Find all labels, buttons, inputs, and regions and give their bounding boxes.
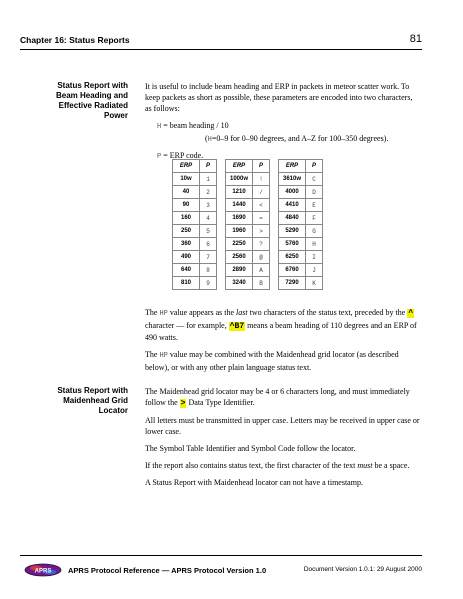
erp-code: 2 xyxy=(200,186,217,199)
table-row xyxy=(279,212,323,225)
text-run: The xyxy=(145,308,160,317)
footer-version: Document Version 1.0.1: 29 August 2000 xyxy=(303,566,422,573)
erp-code: > xyxy=(253,225,270,238)
table-row xyxy=(226,212,270,225)
erp-value: 10w xyxy=(173,173,200,186)
section1-continued xyxy=(145,307,421,379)
h-range-text: =0–9 for 0–90 degrees, and A–Z for 100–350 degrees). xyxy=(211,134,389,143)
erp-value: 1690 xyxy=(226,212,253,225)
erp-code: 9 xyxy=(200,277,217,290)
logo-text: APRS xyxy=(34,568,52,575)
erp-table-3 xyxy=(278,159,323,290)
intro-paragraph: It is useful to include beam heading and ERP in packets in meteor scatter work. To keep packets as short as possible, these parameters are encoded into two characters, as follows: xyxy=(145,82,413,113)
section1-body xyxy=(145,81,421,163)
erp-code: = xyxy=(253,212,270,225)
p-header: P xyxy=(200,160,217,173)
p-header: P xyxy=(306,160,323,173)
text-run: two characters of the status text, preceded by the xyxy=(247,308,408,317)
erp-value: 1000w xyxy=(226,173,253,186)
table-row xyxy=(173,173,217,186)
erp-code: 1 xyxy=(200,173,217,186)
hp-code: HP xyxy=(159,310,168,318)
section2-body xyxy=(145,386,421,494)
section-heading-line: Status Report with xyxy=(57,386,128,395)
erp-code: D xyxy=(306,186,323,199)
erp-value: 7290 xyxy=(279,277,306,290)
text-run: be a space. xyxy=(372,461,410,470)
erp-value: 1210 xyxy=(226,186,253,199)
erp-code: 4 xyxy=(200,212,217,225)
table-row xyxy=(173,238,217,251)
erp-code: C xyxy=(306,173,323,186)
section-heading-line: Status Report with xyxy=(57,81,128,90)
erp-value: 640 xyxy=(173,264,200,277)
table-row xyxy=(226,186,270,199)
erp-value: 6760 xyxy=(279,264,306,277)
footer-rule xyxy=(20,555,422,556)
locator-paragraph xyxy=(145,386,421,409)
erp-table-1 xyxy=(172,159,217,290)
table-row xyxy=(226,277,270,290)
erp-value: 90 xyxy=(173,199,200,212)
table-row xyxy=(173,277,217,290)
erp-value: 5290 xyxy=(279,225,306,238)
gt-highlight: > xyxy=(180,399,186,408)
p-header: P xyxy=(253,160,270,173)
erp-code: 6 xyxy=(200,238,217,251)
section-heading-line: Maidenhead Grid xyxy=(63,396,128,405)
erp-code: K xyxy=(306,277,323,290)
footer-title: APRS Protocol Reference — APRS Protocol Version 1.0 xyxy=(68,566,267,575)
h-definition xyxy=(157,120,421,133)
erp-value: 5760 xyxy=(279,238,306,251)
table-row xyxy=(279,277,323,290)
erp-header: ERP xyxy=(226,160,253,173)
erp-code: G xyxy=(306,225,323,238)
erp-code: E xyxy=(306,199,323,212)
erp-value: 360 xyxy=(173,238,200,251)
erp-value: 40 xyxy=(173,186,200,199)
erp-code: 3 xyxy=(200,199,217,212)
erp-code: 8 xyxy=(200,264,217,277)
erp-header: ERP xyxy=(173,160,200,173)
table-row xyxy=(279,199,323,212)
emphasis-must: must xyxy=(357,461,373,470)
erp-code: / xyxy=(253,186,270,199)
table-row xyxy=(279,264,323,277)
erp-value: 4410 xyxy=(279,199,306,212)
text-run: Data Type Identifier. xyxy=(186,398,255,407)
text-run: means a beam heading of 110 degrees and an ERP of 490 watts. xyxy=(145,321,417,342)
erp-header: ERP xyxy=(279,160,306,173)
section-heading-line: Power xyxy=(103,111,128,120)
h-range xyxy=(205,133,421,146)
table-row xyxy=(279,225,323,238)
erp-value: 1960 xyxy=(226,225,253,238)
section-heading-line: Locator xyxy=(98,406,128,415)
text-run: The Maidenhead grid locator may be 4 or 6 characters long, and must immediately follow the xyxy=(145,387,410,407)
timestamp-paragraph: A Status Report with Maidenhead locator can not have a timestamp. xyxy=(145,478,363,487)
erp-code: 7 xyxy=(200,251,217,264)
erp-code: ? xyxy=(253,238,270,251)
table-row xyxy=(173,212,217,225)
section-heading-beam-heading xyxy=(18,81,128,121)
text-run: The xyxy=(145,350,160,359)
aprs-logo-icon xyxy=(24,563,62,577)
hp-placement-paragraph xyxy=(145,307,421,343)
erp-value: 490 xyxy=(173,251,200,264)
table-row xyxy=(173,199,217,212)
table-row xyxy=(173,186,217,199)
erp-code: 5 xyxy=(200,225,217,238)
table-row xyxy=(279,251,323,264)
erp-value: 3240 xyxy=(226,277,253,290)
page-header xyxy=(20,35,422,49)
table-row xyxy=(226,173,270,186)
section-heading-line: Beam Heading and xyxy=(55,91,128,100)
h-def-text: = beam heading / 10 xyxy=(161,121,229,130)
erp-code: I xyxy=(306,251,323,264)
h-code: H xyxy=(157,123,162,131)
text-run: If the report also contains status text, the first character of the text xyxy=(145,461,358,470)
erp-value: 2250 xyxy=(226,238,253,251)
erp-value: 3610w xyxy=(279,173,306,186)
erp-value: 810 xyxy=(173,277,200,290)
table-row xyxy=(226,225,270,238)
space-paragraph xyxy=(145,460,421,471)
text-run: character — for example, xyxy=(145,321,229,330)
erp-value: 4840 xyxy=(279,212,306,225)
table-row xyxy=(279,173,323,186)
section-heading-line: Effective Radiated xyxy=(58,101,128,110)
p-code: P xyxy=(157,153,162,161)
erp-value: 4000 xyxy=(279,186,306,199)
table-row xyxy=(226,251,270,264)
chapter-title: Chapter 16: Status Reports xyxy=(20,35,130,45)
erp-value: 2560 xyxy=(226,251,253,264)
uppercase-paragraph: All letters must be transmitted in upper case. Letters may be received in upper case or lower case. xyxy=(145,416,420,436)
erp-code: B xyxy=(253,277,270,290)
table-row xyxy=(173,251,217,264)
erp-table-2 xyxy=(225,159,270,290)
table-row xyxy=(279,186,323,199)
erp-value: 6250 xyxy=(279,251,306,264)
text-run: value may be combined with the Maidenhead grid locator (as described below), or with any other plain language status text. xyxy=(145,350,399,372)
erp-code: J xyxy=(306,264,323,277)
emphasis-last: last xyxy=(236,308,248,317)
table-row xyxy=(279,238,323,251)
example-highlight: ^B7 xyxy=(229,322,245,331)
section-heading-maidenhead xyxy=(18,386,128,416)
erp-code: F xyxy=(306,212,323,225)
h-range-code: H xyxy=(207,136,212,144)
erp-value: 1440 xyxy=(226,199,253,212)
erp-code: H xyxy=(306,238,323,251)
table-row xyxy=(226,264,270,277)
text-run: value appears as the xyxy=(167,308,237,317)
erp-code: ! xyxy=(253,173,270,186)
hp-combine-paragraph xyxy=(145,349,421,373)
table-row xyxy=(173,225,217,238)
erp-value: 2890 xyxy=(226,264,253,277)
caret-highlight: ^ xyxy=(408,309,414,318)
hp-code: HP xyxy=(159,352,168,360)
table-row xyxy=(226,199,270,212)
erp-code: @ xyxy=(253,251,270,264)
symbol-paragraph: The Symbol Table Identifier and Symbol Code follow the locator. xyxy=(145,444,356,453)
erp-value: 160 xyxy=(173,212,200,225)
p-def-text: = ERP code. xyxy=(161,151,204,160)
table-row xyxy=(173,264,217,277)
page-number: 81 xyxy=(409,33,422,45)
erp-value: 250 xyxy=(173,225,200,238)
erp-code: < xyxy=(253,199,270,212)
table-row xyxy=(226,238,270,251)
h-range-open: ( xyxy=(205,134,208,143)
erp-code: A xyxy=(253,264,270,277)
header-rule xyxy=(20,49,422,50)
